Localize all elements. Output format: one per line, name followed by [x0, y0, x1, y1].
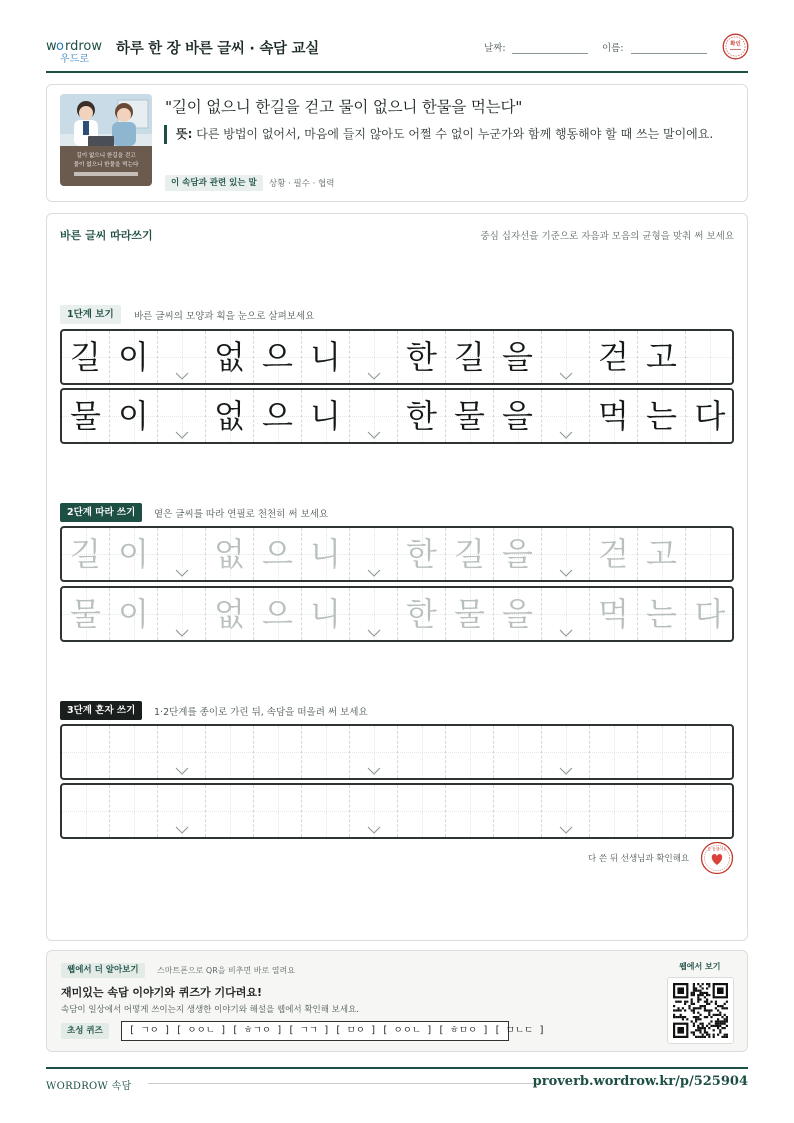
stage3-desc: 1·2단계를 종이로 가린 뒤, 속담을 떠올려 써 보세요 — [154, 707, 368, 718]
grid-cell[interactable] — [62, 785, 110, 837]
grid-cell[interactable] — [206, 588, 254, 640]
stage1-desc: 바른 글씨의 모양과 획을 눈으로 살펴보세요 — [134, 311, 315, 322]
grid-cell[interactable] — [350, 588, 398, 640]
space-marker-icon — [175, 569, 189, 577]
grid-char: 한 — [406, 397, 437, 435]
grid-cell[interactable] — [158, 726, 206, 778]
grid-cell — [206, 331, 254, 383]
grid-cell — [254, 390, 302, 442]
grid-cell[interactable] — [446, 785, 494, 837]
space-marker-icon — [175, 431, 189, 439]
grid-cell[interactable] — [206, 528, 254, 580]
grid-cell — [158, 390, 206, 442]
qr-code[interactable] — [667, 977, 734, 1044]
related-tags: 상황 · 필수 · 협력 — [269, 179, 335, 189]
grid-cell[interactable] — [398, 785, 446, 837]
grid-cell[interactable] — [158, 588, 206, 640]
grid-cell — [302, 331, 350, 383]
grid-cell[interactable] — [62, 528, 110, 580]
grid-char: 니 — [310, 595, 341, 633]
grid-char: 을 — [502, 595, 533, 633]
footer-url[interactable]: proverb.wordrow.kr/p/525904 — [532, 1074, 748, 1089]
date-label: 날짜: — [484, 43, 506, 54]
footer-divider — [46, 1067, 748, 1069]
space-marker-icon — [175, 826, 189, 834]
space-marker-icon — [367, 629, 381, 637]
grid-char: 으 — [262, 595, 293, 633]
grid-cell — [686, 390, 734, 442]
space-marker-icon — [175, 767, 189, 775]
good-job-stamp-icon — [700, 841, 734, 875]
grid-cell[interactable] — [590, 785, 638, 837]
grid-cell[interactable] — [686, 785, 734, 837]
grid-cell — [446, 390, 494, 442]
stage2-badge: 2단계 따라 쓰기 — [60, 503, 142, 522]
grid-cell — [542, 390, 590, 442]
grid-cell[interactable] — [542, 785, 590, 837]
grid-cell[interactable] — [686, 726, 734, 778]
stage1-badge: 1단계 보기 — [60, 305, 121, 324]
grid-cell[interactable] — [158, 785, 206, 837]
grid-cell[interactable] — [446, 588, 494, 640]
grid-char: 니 — [310, 397, 341, 435]
grid-cell[interactable] — [302, 785, 350, 837]
grid-cell — [398, 390, 446, 442]
stage2-desc: 옅은 글씨를 따라 연필로 천천히 써 보세요 — [154, 509, 329, 520]
space-marker-icon — [175, 372, 189, 380]
grid-cell — [686, 331, 734, 383]
web-badge: 웹에서 더 알아보기 — [61, 963, 145, 978]
grid-char: 이 — [118, 397, 149, 435]
grid-cell[interactable] — [350, 726, 398, 778]
stage2-row-2[interactable] — [60, 586, 734, 642]
stage1-row-2 — [60, 388, 734, 444]
grid-cell[interactable] — [542, 588, 590, 640]
grid-cell — [62, 331, 110, 383]
stage3-row-2[interactable] — [60, 783, 734, 839]
grid-cell[interactable] — [350, 528, 398, 580]
space-marker-icon — [559, 629, 573, 637]
grid-char: 고 — [646, 535, 677, 573]
svg-text:물이 없으니 한물을 먹는다: 물이 없으니 한물을 먹는다 — [73, 162, 139, 168]
grid-cell[interactable] — [638, 726, 686, 778]
grid-cell[interactable] — [398, 588, 446, 640]
meaning-label: 뜻: — [176, 127, 193, 141]
grid-char: 을 — [502, 397, 533, 435]
grid-cell — [590, 331, 638, 383]
space-marker-icon — [559, 431, 573, 439]
space-marker-icon — [559, 767, 573, 775]
grid-cell — [302, 390, 350, 442]
grid-char: 걷 — [598, 535, 629, 573]
grid-cell[interactable] — [110, 785, 158, 837]
grid-cell[interactable] — [638, 528, 686, 580]
grid-cell[interactable] — [110, 726, 158, 778]
grid-cell[interactable] — [254, 528, 302, 580]
grid-cell[interactable] — [638, 588, 686, 640]
grid-cell[interactable] — [254, 785, 302, 837]
grid-cell[interactable] — [62, 588, 110, 640]
space-marker-icon — [367, 826, 381, 834]
grid-char: 먹 — [598, 397, 629, 435]
grid-cell[interactable] — [494, 726, 542, 778]
grid-char: 길 — [70, 338, 101, 376]
svg-text:rdrow: rdrow — [65, 39, 103, 54]
footer-rule — [148, 1083, 538, 1084]
grid-cell — [542, 331, 590, 383]
grid-cell — [494, 390, 542, 442]
grid-cell — [494, 331, 542, 383]
grid-cell — [350, 331, 398, 383]
grid-char: 길 — [454, 535, 485, 573]
quiz-badge: 초성 퀴즈 — [61, 1023, 109, 1039]
grid-cell[interactable] — [398, 726, 446, 778]
svg-text:참 잘했어요: 참 잘했어요 — [707, 846, 727, 852]
grid-char: 없 — [214, 397, 245, 435]
proverb-illustration — [60, 94, 152, 186]
grid-cell[interactable] — [110, 528, 158, 580]
practice-title: 바른 글씨 따라쓰기 — [60, 229, 153, 242]
grid-cell[interactable] — [494, 785, 542, 837]
meaning-body: 다른 방법이 없어서, 마음에 들지 않아도 어쩔 수 없이 누군가와 함께 행동해야 할 때 쓰는 말이에요. — [196, 127, 714, 141]
proverb-card — [46, 84, 748, 202]
grid-char: 으 — [262, 338, 293, 376]
space-marker-icon — [175, 629, 189, 637]
grid-char: 다 — [694, 595, 726, 633]
web-hint: 스마트폰으로 QR을 비추면 바로 열려요 — [157, 966, 295, 975]
grid-char: 으 — [262, 535, 293, 573]
page-header — [46, 30, 748, 73]
grid-cell — [350, 390, 398, 442]
grid-cell[interactable] — [590, 528, 638, 580]
grid-char: 니 — [310, 338, 341, 376]
grid-cell[interactable] — [350, 785, 398, 837]
grid-char: 길 — [454, 338, 485, 376]
svg-text:길이 없으니 한길을 걷고: 길이 없으니 한길을 걷고 — [76, 153, 136, 159]
grid-char: 이 — [118, 535, 149, 573]
web-headline: 재미있는 속담 이야기와 퀴즈가 기다려요! — [61, 986, 262, 999]
qr-label: 웹에서 보기 — [679, 962, 721, 971]
grid-cell[interactable] — [302, 726, 350, 778]
grid-cell[interactable] — [62, 726, 110, 778]
space-marker-icon — [367, 431, 381, 439]
grid-cell[interactable] — [254, 726, 302, 778]
grid-char: 니 — [310, 535, 341, 573]
footer-brand: WORDROW 속담 — [46, 1081, 132, 1092]
grid-cell — [110, 390, 158, 442]
grid-cell — [638, 331, 686, 383]
grid-char: 고 — [646, 338, 677, 376]
grid-cell[interactable] — [686, 588, 734, 640]
grid-char: 물 — [454, 397, 485, 435]
stage3-badge: 3단계 혼자 쓰기 — [60, 701, 142, 720]
grid-cell — [110, 331, 158, 383]
check-note: 다 쓴 뒤 선생님과 확인해요 — [588, 854, 690, 864]
confirm-stamp-icon — [722, 33, 749, 60]
grid-char: 한 — [406, 595, 437, 633]
grid-char: 먹 — [598, 595, 629, 633]
grid-cell[interactable] — [590, 588, 638, 640]
grid-cell — [158, 331, 206, 383]
date-field[interactable] — [512, 53, 588, 54]
grid-cell — [254, 331, 302, 383]
space-marker-icon — [367, 569, 381, 577]
grid-cell[interactable] — [590, 726, 638, 778]
grid-cell — [398, 331, 446, 383]
grid-cell[interactable] — [542, 528, 590, 580]
space-marker-icon — [559, 372, 573, 380]
grid-cell[interactable] — [398, 528, 446, 580]
grid-cell[interactable] — [158, 528, 206, 580]
grid-char: 을 — [502, 338, 533, 376]
svg-text:o: o — [56, 39, 64, 54]
grid-cell[interactable] — [206, 785, 254, 837]
grid-cell[interactable] — [254, 588, 302, 640]
space-marker-icon — [559, 569, 573, 577]
web-card — [46, 950, 748, 1052]
grid-cell — [446, 331, 494, 383]
grid-char: 물 — [70, 595, 101, 633]
grid-cell — [590, 390, 638, 442]
grid-cell[interactable] — [494, 528, 542, 580]
grid-cell[interactable] — [446, 726, 494, 778]
grid-cell[interactable] — [206, 726, 254, 778]
grid-char: 는 — [646, 595, 677, 633]
grid-char: 물 — [454, 595, 485, 633]
grid-cell[interactable] — [494, 588, 542, 640]
grid-cell[interactable] — [638, 785, 686, 837]
grid-cell — [206, 390, 254, 442]
space-marker-icon — [367, 767, 381, 775]
grid-char: 없 — [214, 595, 245, 633]
grid-cell[interactable] — [302, 588, 350, 640]
name-label: 이름: — [602, 43, 624, 54]
grid-char: 는 — [646, 397, 677, 435]
grid-cell — [62, 390, 110, 442]
chosung-quiz: [ ㄱㅇ ] [ ㅇㅇㄴ ] [ ㅎㄱㅇ ] [ ㄱㄱ ] [ ㅁㅇ ] [ ㅇㅇㄴ ] [ ㅎㅁㅇ ] [ ㅁㄴㄷ ] — [121, 1021, 509, 1041]
grid-char: 물 — [70, 397, 101, 435]
grid-char: 한 — [406, 338, 437, 376]
grid-char: 없 — [214, 535, 245, 573]
grid-char: 다 — [694, 397, 726, 435]
svg-text:우드로: 우드로 — [60, 54, 89, 63]
grid-cell[interactable] — [542, 726, 590, 778]
grid-char: 길 — [70, 535, 101, 573]
grid-char: 으 — [262, 397, 293, 435]
qr-code-icon — [673, 983, 728, 1038]
page-title: 하루 한 장 바른 글씨 · 속담 교실 — [116, 41, 319, 57]
grid-cell[interactable] — [686, 528, 734, 580]
grid-char: 없 — [214, 338, 245, 376]
stage2-row-1[interactable] — [60, 526, 734, 582]
svg-text:w: w — [46, 39, 57, 54]
grid-cell[interactable] — [110, 588, 158, 640]
wordrow-logo — [46, 35, 108, 63]
grid-char: 걷 — [598, 338, 629, 376]
grid-char: 이 — [118, 338, 149, 376]
practice-note: 중심 십자선을 기준으로 자음과 모음의 균형을 맞춰 써 보세요 — [480, 231, 734, 242]
grid-char: 한 — [406, 535, 437, 573]
space-marker-icon — [367, 372, 381, 380]
grid-char: 이 — [118, 595, 149, 633]
grid-cell[interactable] — [446, 528, 494, 580]
meaning-text — [164, 125, 734, 144]
grid-char: 을 — [502, 535, 533, 573]
proverb-title: "길이 없으니 한길을 걷고 물이 없으니 한물을 먹는다" — [165, 98, 523, 116]
space-marker-icon — [559, 826, 573, 834]
grid-cell[interactable] — [302, 528, 350, 580]
grid-cell — [638, 390, 686, 442]
name-field[interactable] — [631, 53, 707, 54]
related-words-badge: 이 속담과 관련 있는 말 — [165, 175, 263, 191]
stage3-row-1[interactable] — [60, 724, 734, 780]
web-sub: 속담이 일상에서 어떻게 쓰이는지 생생한 이야기와 해설을 웹에서 확인해 보세요. — [61, 1005, 359, 1015]
svg-text:확인: 확인 — [730, 41, 741, 48]
stage1-row-1 — [60, 329, 734, 385]
